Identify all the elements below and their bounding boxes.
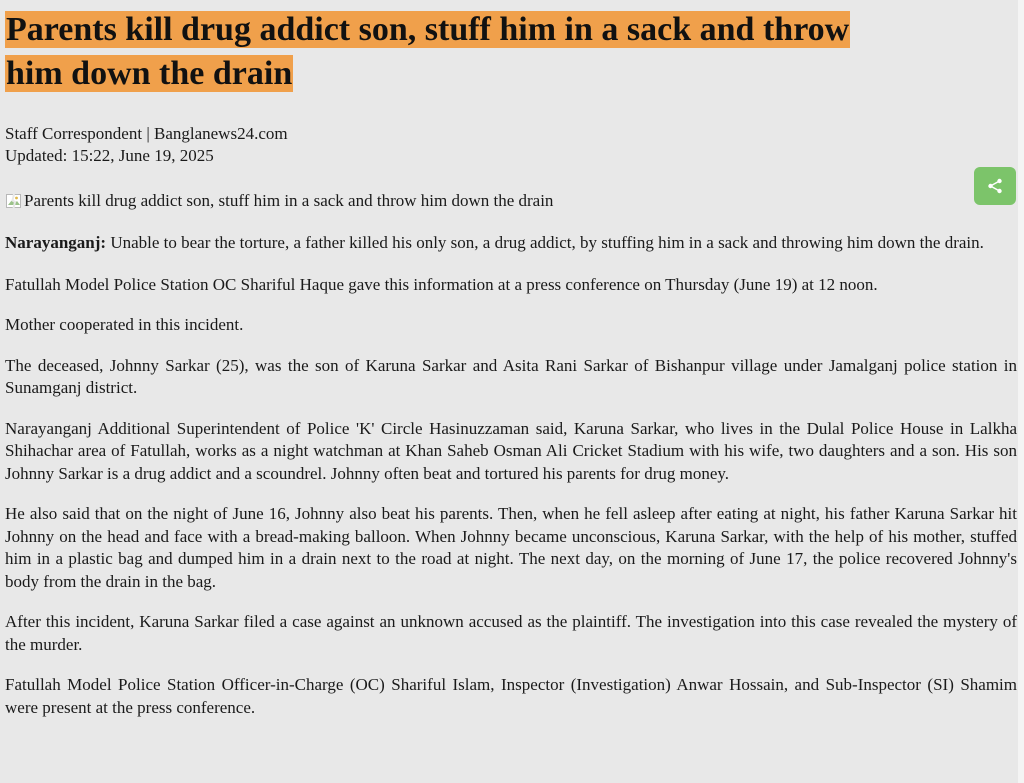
article-paragraph: He also said that on the night of June 16, Johnny also beat his parents. Then, when he fell asleep after eating at night, his father Karuna Sarkar hit Johnny on the head and face with a bread-making balloon. When Johnny became unconscious, Karuna Sarkar, with the help of his mother, stuffed him in a plastic bag and dumped him in a drain next to the road at night. The next day, on the morning of June 17, the police recovered Johnny's body from the drain in the bag. [5, 504, 1017, 591]
article-image-alt: Parents kill drug addict son, stuff him in a sack and throw him down the drain [24, 191, 554, 210]
article-paragraph: Fatullah Model Police Station Officer-in-Charge (OC) Shariful Islam, Inspector (Investigation) Anwar Hossain, and Sub-Inspector (SI) Shamim were present at the press conference. [5, 675, 1017, 717]
article-paragraph: Fatullah Model Police Station OC Shariful Haque gave this information at a press conference on Thursday (June 19) at 12 noon. [5, 274, 878, 294]
article-paragraph: After this incident, Karuna Sarkar filed a case against an unknown accused as the plaintiff. The investigation into this case revealed the mystery of the murder. [5, 612, 1017, 654]
scrollbar[interactable] [1018, 0, 1024, 783]
article-paragraph: Mother cooperated in this incident. [5, 315, 244, 334]
article-body [5, 232, 1017, 737]
share-button[interactable] [974, 167, 1016, 205]
article-image [5, 190, 553, 212]
byline-block [5, 123, 288, 167]
broken-image-icon [5, 192, 23, 210]
byline: Staff Correspondent | Banglanews24.com [5, 124, 288, 143]
share-icon [986, 177, 1004, 195]
updated-timestamp: Updated: 15:22, June 19, 2025 [5, 146, 214, 165]
article-paragraph [5, 232, 1017, 255]
headline-line-1: Parents kill drug addict son, stuff him in a sack and throw [6, 11, 850, 48]
article-headline [5, 8, 1005, 96]
article-paragraph: Narayanganj Additional Superintendent of Police 'K' Circle Hasinuzzaman said, Karuna Sarkar, who lives in the Dulal Police House in Lalkha Shihachar area of Fatullah, works as a night watchman at Khan Saheb Osman Ali Cricket Stadium with his wife, two daughters and a son. His son Johnny Sarkar is a drug addict and a scoundrel. Johnny often beat and tortured his parents for drug money. [5, 418, 1017, 483]
dateline: Narayanganj: [5, 233, 107, 252]
article-paragraph: The deceased, Johnny Sarkar (25), was the son of Karuna Sarkar and Asita Rani Sarkar of Bishanpur village under Jamalganj police station in Sunamganj district. [5, 355, 1017, 397]
paragraph-text: Unable to bear the torture, a father killed his only son, a drug addict, by stuffing him in a sack and throwing him down the drain. [106, 233, 984, 252]
headline-line-2: him down the drain [6, 55, 293, 92]
